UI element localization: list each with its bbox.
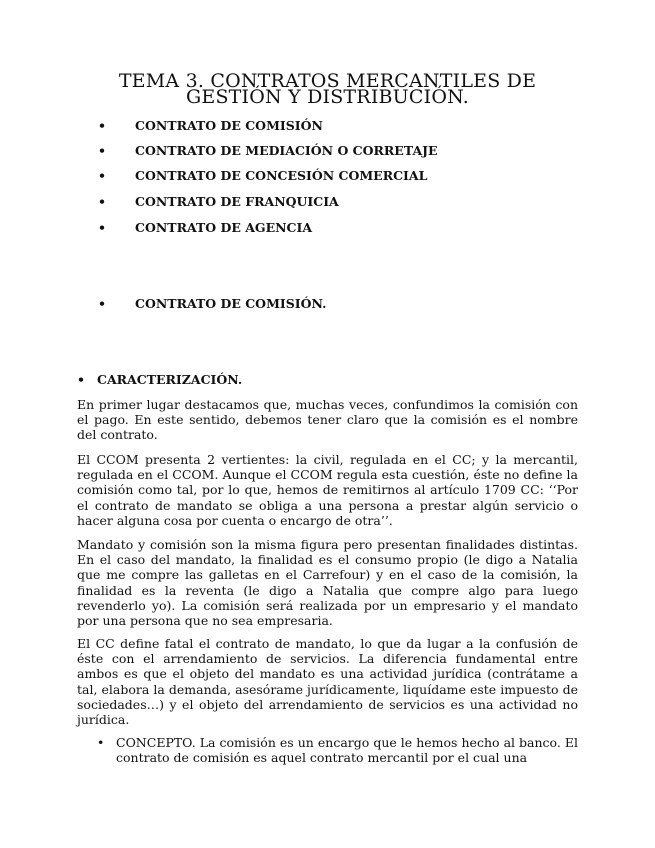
contents-item-label: CONTRATO DE FRANQUICIA bbox=[135, 194, 339, 209]
section-heading-label: CONTRATO DE COMISIÓN. bbox=[135, 296, 327, 311]
document-title: TEMA 3. CONTRATOS MERCANTILES DE GESTIÓN Y DISTRIBUCIÓN. bbox=[118, 70, 537, 108]
bullet-icon: • bbox=[98, 220, 106, 235]
bullet-icon: • bbox=[97, 735, 105, 750]
contents-item-label: CONTRATO DE MEDIACIÓN O CORRETAJE bbox=[135, 143, 438, 158]
bullet-icon: • bbox=[98, 194, 106, 209]
contents-item-label: CONTRATO DE AGENCIA bbox=[135, 220, 313, 235]
concept-text: CONCEPTO. La comisión es un encargo que le hemos hecho al banco. El contrato de comisión es aquel contrato mercantil por el cual una bbox=[116, 735, 578, 766]
bullet-icon: • bbox=[98, 168, 106, 183]
contents-item-label: CONTRATO DE COMISIÓN bbox=[135, 118, 323, 133]
paragraph: En primer lugar destacamos que, muchas veces, confundimos la comisión con el pago. En este sentido, debemos tener claro que la comisión es el nombre del contrato. bbox=[77, 397, 578, 443]
paragraph: El CCOM presenta 2 vertientes: la civil, regulada en el CC; y la mercantil, regulada en el CCOM. Aunque el CCOM regula esta cuestión, éste no define la comisión como tal, por lo que, hemos de remitirnos al artículo 1709 CC: ‘‘Por el contrato de mandato se obliga a una persona a prestar algún servicio o hacer alguna cosa por cuenta o encargo de otra’’. bbox=[77, 452, 578, 528]
bullet-icon: • bbox=[77, 372, 85, 387]
contents-item-label: CONTRATO DE CONCESIÓN COMERCIAL bbox=[135, 168, 428, 183]
paragraph: Mandato y comisión son la misma figura pero presentan finalidades distintas. En el caso del mandato, la finalidad es el consumo propio (le digo a Natalia que me compre las galletas en el Carrefour) y en el caso de la comisión, la finalidad es la reventa (le digo a Natalia que compre algo para luego revenderlo yo). La comisión será realizada por un empresario y el mandato por una persona que no sea empresaria. bbox=[77, 537, 578, 629]
bullet-icon: • bbox=[98, 118, 106, 133]
bullet-icon: • bbox=[98, 296, 106, 311]
paragraph: El CC define fatal el contrato de mandato, lo que da lugar a la confusión de éste con el arrendamiento de servicios. La diferencia fundamental entre ambos es que el objeto del mandato es una actividad jurídica (contrátame a tal, elabora la demanda, asesórame jurídicamente, liquídame este impuesto de sociedades…) y el objeto del arrendamiento de servicios es una actividad no jurídica. bbox=[77, 636, 578, 728]
bullet-icon: • bbox=[98, 143, 106, 158]
subsection-heading-label: CARACTERIZACIÓN. bbox=[97, 372, 243, 387]
